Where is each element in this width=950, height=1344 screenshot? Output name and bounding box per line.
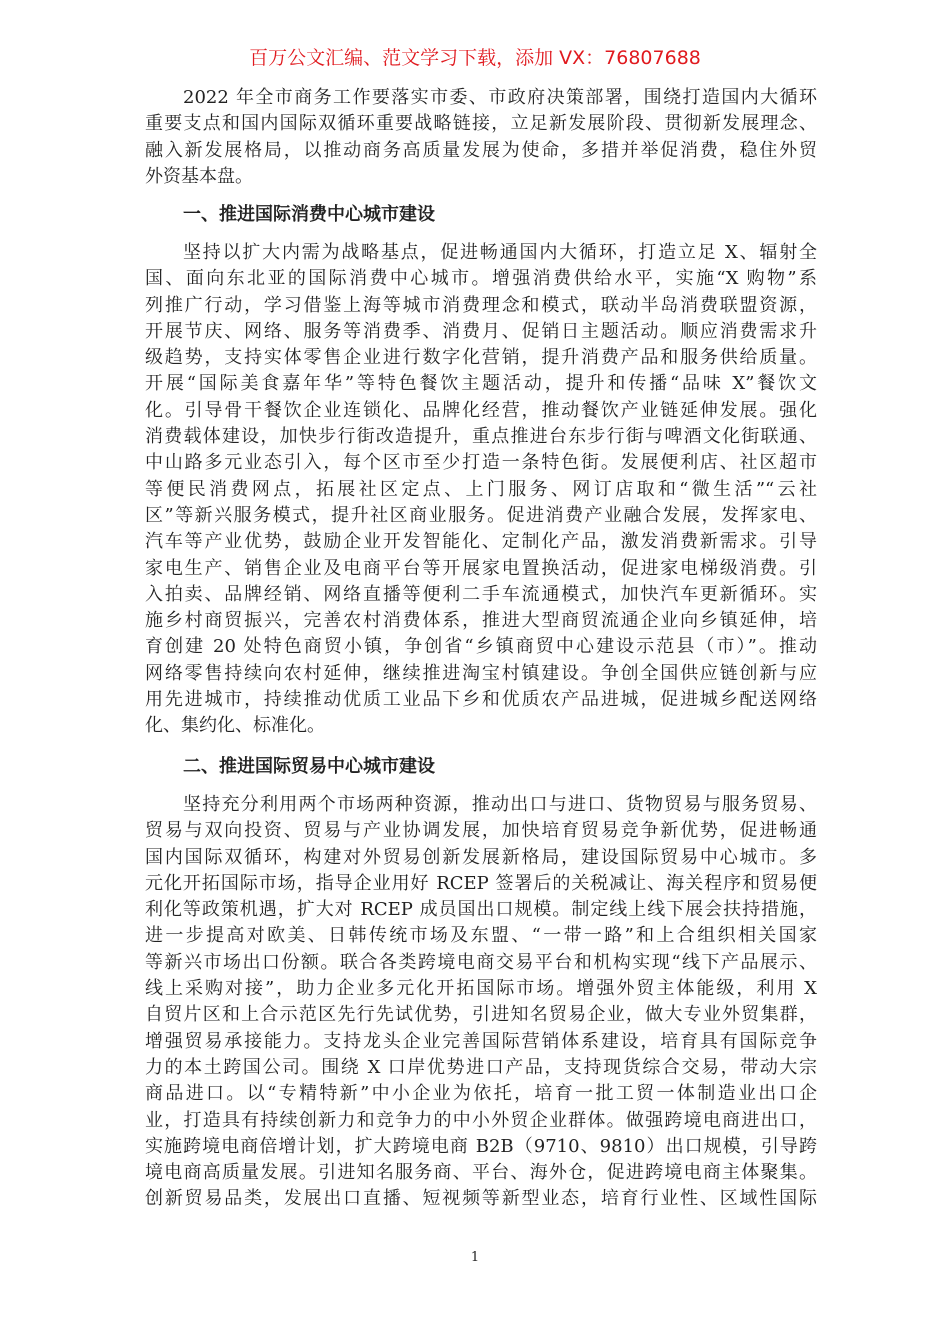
text-line: 境电商高质量发展。引进知名服务商、平台、海外仓，促进跨境电商主体聚集。 [145,1162,817,1184]
text-line: 国、面向东北亚的国际消费中心城市。增强消费供给水平，实施“X 购物”系 [145,268,817,290]
text-line: 增强贸易承接能力。支持龙头企业完善国际营销体系建设，培育具有国际竞争 [145,1030,817,1052]
text-line: 用先进城市，持续推动优质工业品下乡和优质农产品进城，促进城乡配送网络 [145,689,817,711]
text-line: 列推广行动，学习借鉴上海等城市消费理念和模式，联动半岛消费联盟资源， [145,294,817,316]
section-2-paragraph [145,792,817,1213]
text-line: 坚持以扩大内需为战略基点，促进畅通国内大循环，打造立足 X、辐射全 [183,242,817,263]
text-line: 创新贸易品类，发展出口直播、短视频等新型业态，培育行业性、区域性国际 [145,1188,817,1210]
text-line: 化、集约化、标准化。 [145,715,325,737]
text-line: 中山路多元业态引入，每个区市至少打造一条特色街。发展便利店、社区超市 [145,452,817,474]
intro-paragraph [145,85,817,190]
text-line: 家电生产、销售企业及电商平台等开展家电置换活动，促进家电梯级消费。引 [145,557,817,579]
text-line: 2022 年全市商务工作要落实市委、市政府决策部署，围绕打造国内大循环 [183,87,817,108]
text-line: 消费载体建设，加快步行街改造提升，重点推进台东步行街与啤酒文化街联通、 [145,426,817,448]
text-line: 业，打造具有持续创新力和竞争力的中小外贸企业群体。做强跨境电商进出口， [145,1109,817,1131]
text-line: 开展“国际美食嘉年华”等特色餐饮主题活动，提升和传播“品味 X”餐饮文 [145,373,817,395]
text-line: 级趋势，支持实体零售企业进行数字化营销，提升消费产品和服务供给质量。 [145,347,817,369]
text-line: 开展节庆、网络、服务等消费季、消费月、促销日主题活动。顺应消费需求升 [145,320,817,342]
text-line: 外资基本盘。 [145,165,253,187]
text-line: 汽车等产业优势，鼓励企业开发智能化、定制化产品，激发消费新需求。引导 [145,531,817,553]
text-line: 进一步提高对欧美、日韩传统市场及东盟、“一带一路”和上合组织相关国家 [145,925,817,947]
watermark-banner: 百万公文汇编、范文学习下载，添加 VX：76807688 [249,47,701,69]
section-heading-1: 一、推进国际消费中心城市建设 [183,204,435,225]
text-line: 区”等新兴服务模式，提升社区商业服务。促进消费产业融合发展，发挥家电、 [145,504,817,526]
text-line: 育创建 20 处特色商贸小镇，争创省“乡镇商贸中心建设示范县（市）”。推动 [145,636,817,658]
text-line: 实施跨境电商倍增计划，扩大跨境电商 B2B（9710、9810）出口规模，引导跨 [145,1135,817,1157]
text-line: 自贸片区和上合示范区先行先试优势，引进知名贸易企业，做大专业外贸集群， [145,1004,817,1026]
text-line: 入拍卖、品牌经销、网络直播等便利二手车流通模式，加快汽车更新循环。实 [145,583,817,605]
text-line: 施乡村商贸振兴，完善农村消费体系，推进大型商贸流通企业向乡镇延伸，培 [145,610,817,632]
section-heading-2: 二、推进国际贸易中心城市建设 [183,756,435,777]
text-line: 等便民消费网点，拓展社区定点、上门服务、网订店取和“微生活”“云社 [145,478,817,500]
text-line: 化。引导骨干餐饮企业连锁化、品牌化经营，推动餐饮产业链延伸发展。强化 [145,399,817,421]
page-number: 1 [470,1250,480,1265]
text-line: 线上采购对接”，助力企业多元化开拓国际市场。增强外贸主体能级，利用 X [145,978,817,1000]
text-line: 力的本土跨国公司。围绕 X 口岸优势进口产品，支持现货综合交易，带动大宗 [145,1056,817,1078]
text-line: 等新兴市场出口份额。联合各类跨境电商交易平台和机构实现“线下产品展示、 [145,951,817,973]
text-line: 商品进口。以“专精特新”中小企业为依托，培育一批工贸一体制造业出口企 [145,1083,817,1105]
text-line: 融入新发展格局，以推动商务高质量发展为使命，多措并举促消费，稳住外贸 [145,139,817,161]
text-line: 网络零售持续向农村延伸，继续推进淘宝村镇建设。争创全国供应链创新与应 [145,662,817,684]
text-line: 国内国际双循环，构建对外贸易创新发展新格局，建设国际贸易中心城市。多 [145,846,817,868]
text-line: 坚持充分利用两个市场两种资源，推动出口与进口、货物贸易与服务贸易、 [183,794,817,815]
section-1-paragraph [145,240,817,740]
text-line: 利化等政策机遇，扩大对 RCEP 成员国出口规模。制定线上线下展会扶持措施， [145,899,817,921]
text-line: 元化开拓国际市场，指导企业用好 RCEP 签署后的关税减让、海关程序和贸易便 [145,872,817,894]
text-line: 贸易与双向投资、贸易与产业协调发展，加快培育贸易竞争新优势，促进畅通 [145,820,817,842]
text-line: 重要支点和国内国际双循环重要战略链接，立足新发展阶段、贯彻新发展理念、 [145,113,817,135]
